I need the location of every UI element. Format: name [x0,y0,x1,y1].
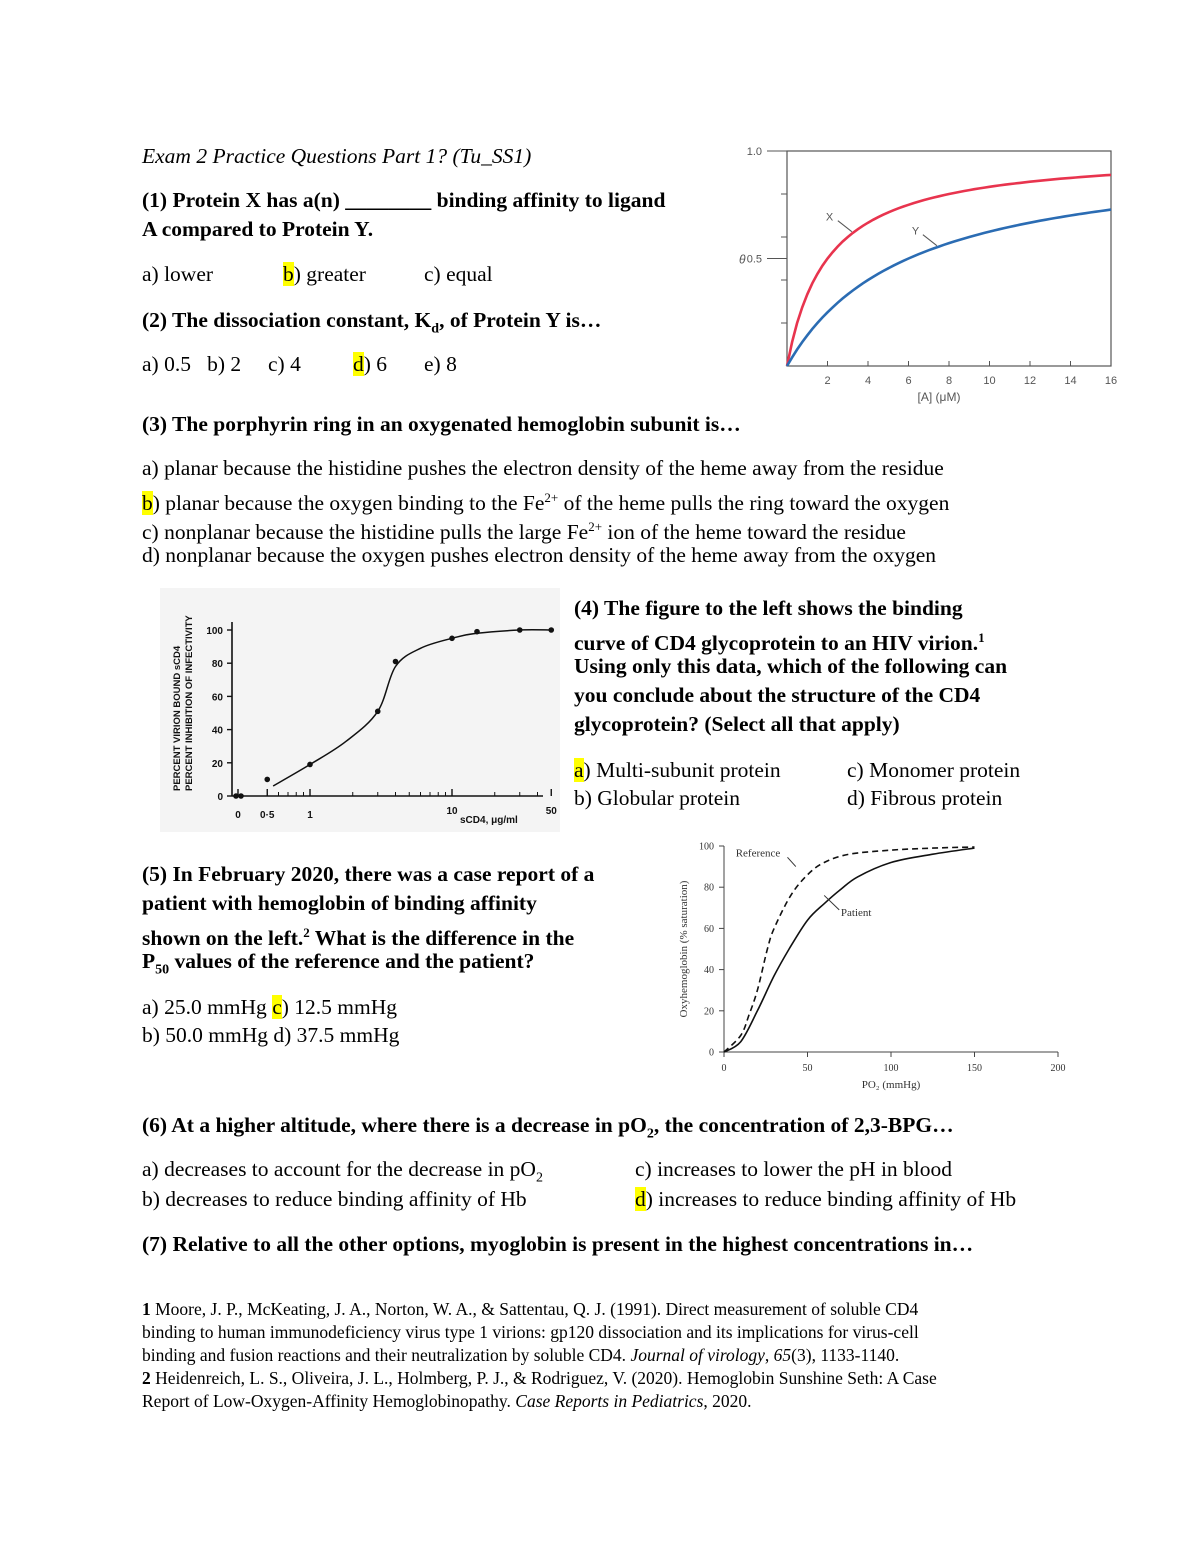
q4-stem-line1: (4) The figure to the left shows the binding [574,596,963,620]
page-title: Exam 2 Practice Questions Part 1? (Tu_SS1) [142,144,532,168]
q4-option-a: a) Multi-subunit protein [574,758,781,782]
x-tick-label: 0 [235,810,241,821]
x-tick-label: 8 [945,375,953,387]
q1-option-b: b) greater [283,262,366,286]
data-point [474,629,480,635]
q1-stem-line2: A compared to Protein Y. [142,217,374,241]
answer-highlight: b [142,491,153,516]
q1-option-c: c) equal [424,262,493,286]
q6-option-a: a) decreases to account for the decrease in $pO_2$ [142,1157,543,1186]
series-x-curve [787,175,1111,366]
q3-option-b: b) planar because the oxygen binding to the $Fe^{2+}$ of the heme pulls the ring toward the oxygen [142,490,950,516]
reference-label: Reference [735,847,781,860]
series-y-curve [787,210,1111,366]
y-tick-label: 40 [211,725,223,737]
y-tick-label: 20 [211,758,223,770]
data-point [517,627,523,633]
q4-stem-line5: glycoprotein? (Select all that apply) [574,712,900,736]
plot-frame [787,151,1111,366]
q4-stem-line2: curve of CD4 glycoprotein to an HIV virion.$^1$ [574,630,985,656]
q4-option-d: d) Fibrous protein [847,786,1003,810]
q2-option-e: e) 8 [424,352,457,376]
q2-options-abc: a) 0.5 b) 2 c) 4 [142,352,301,376]
y-tick-label: 0 [709,1047,714,1059]
x-tick-label: 200 [1050,1063,1066,1074]
protein-binding-chart [735,138,1135,410]
y-axis-label-2: PERCENT INHIBITION OF INFECTIVITY [184,615,195,791]
y-tick-label: 0 [217,792,223,803]
q1-option-a: a) lower [142,262,214,286]
data-point [238,793,244,799]
q5-stem-line4: $P_{50}$ values of the reference and the patient? [142,949,535,978]
q3-stem: (3) The porphyrin ring in an oxygenated hemoglobin subunit is… [142,412,741,436]
q5-stem-line3: shown on the left.$^2$ What is the difference in the [142,925,575,951]
q2-option-d: d) 6 [353,352,388,376]
y-tick-label: 80 [211,659,223,671]
q1-stem-line1: (1) Protein X has a(n) ________ binding affinity to ligand [142,188,666,212]
x-axis-label: PO₂ (mmHg) [861,1079,921,1091]
y-tick-label: 1.0 [746,146,762,158]
y-axis-label-1: PERCENT VIRION BOUND sCD4 [172,645,183,791]
x-tick-label: 4 [864,375,872,387]
q7-stem: (7) Relative to all the other options, myoglobin is present in the highest concentrations in… [142,1232,974,1256]
q3-option-d: d) nonplanar because the oxygen pushes electron density of the heme away from the oxygen [142,543,937,567]
series-x-leader [838,221,852,232]
data-point [307,762,313,768]
q2-stem: (2) The dissociation constant, $K_d$, of Protein Y is… [142,308,602,337]
q5-options-line2: b) 50.0 mmHg d) 37.5 mmHg [142,1023,400,1047]
footnote-2-line1: 2 Heidenreich, L. S., Oliveira, J. L., Holmberg, P. J., & Rodriguez, V. (2020). Hemoglobin Sunshine Seth: A Case [142,1368,937,1388]
y-axis-label: θ [739,252,746,267]
series-reference-curve [724,847,975,1052]
q5-stem-line1: (5) In February 2020, there was a case report of a [142,862,595,886]
q4-stem-line4: you conclude about the structure of the CD4 [574,683,981,707]
footnote-1-line2: binding to human immunodeficiency virus type 1 virions: gp120 dissociation and its implications for virus-cell [142,1322,919,1342]
cd4-binding-chart [160,588,560,832]
footnote-1-line3: binding and fusion reactions and their neutralization by soluble CD4. Journal of virology, 65(3), 1133-1140. [142,1345,900,1365]
q3-option-a: a) planar because the histidine pushes the electron density of the heme away from the residue [142,456,944,480]
q6-stem: (6) At a higher altitude, where there is a decrease in $pO_2$, the concentration of 2,3-BPG… [142,1113,954,1142]
y-tick-label: 100 [699,841,714,853]
series-patient-curve [724,848,975,1052]
series-y-label: Y [911,225,920,238]
x-tick-label: 0 [721,1063,727,1074]
y-tick-label: 40 [704,965,714,977]
y-tick-label: 80 [704,882,714,894]
x-tick-label: 10 [983,375,996,387]
q5-options-line1: a) 25.0 mmHg c) 12.5 mmHg [142,995,397,1019]
hemoglobin-saturation-chart [668,832,1078,1098]
answer-highlight: d [635,1187,646,1211]
x-tick-label: 6 [905,375,912,387]
x-tick-label: 14 [1064,375,1077,387]
data-point [264,777,270,783]
q4-stem-line3: Using only this data, which of the following can [574,654,1008,678]
data-point [449,636,455,642]
q6-option-d: d) increases to reduce binding affinity of Hb [635,1187,1017,1211]
answer-highlight: d [353,352,364,376]
patient-label: Patient [840,907,872,920]
x-axis-label: [A] (μM) [917,390,961,404]
x-tick-label: 12 [1023,375,1037,387]
y-axis-label: Oxyhemoglobin (% saturation) [678,880,690,1018]
x-tick-label: 50 [545,806,557,817]
q5-stem-line2: patient with hemoglobin of binding affinity [142,891,537,915]
answer-highlight: c [272,995,282,1019]
y-tick-label: 60 [211,692,223,704]
series-x-label: X [825,211,834,224]
q6-option-b: b) decreases to reduce binding affinity of Hb [142,1187,527,1211]
x-tick-label: 0·5 [260,810,275,821]
x-axis-label: sCD4, μg/ml [460,815,518,826]
q4-option-b: b) Globular protein [574,786,740,810]
answer-highlight: a [574,758,584,782]
data-point [375,709,381,715]
x-tick-label: 2 [824,375,831,387]
x-tick-label: 16 [1104,375,1118,387]
y-tick-label: 20 [704,1006,714,1018]
data-point [233,793,239,799]
x-tick-label: 150 [967,1063,982,1074]
x-tick-label: 1 [307,810,313,821]
footnote-2-line2: Report of Low-Oxygen-Affinity Hemoglobinopathy. Case Reports in Pediatrics, 2020. [142,1391,752,1411]
series-y-leader [923,235,937,246]
reference-leader [787,857,795,866]
q6-option-c: c) increases to lower the pH in blood [635,1157,953,1181]
footnote-1-line1: 1 Moore, J. P., McKeating, J. A., Norton, W. A., & Sattentau, Q. J. (1991). Direct measurement of soluble CD4 [142,1299,919,1319]
x-tick-label: 10 [446,806,458,817]
y-tick-label: 60 [704,923,714,935]
y-tick-label: 100 [206,626,223,637]
q4-option-c: c) Monomer protein [847,758,1021,782]
answer-highlight: b [283,262,294,286]
data-point [393,659,399,665]
q3-option-c: c) nonplanar because the histidine pulls the large $Fe^{2+}$ ion of the heme toward the residue [142,519,906,545]
x-tick-label: 50 [802,1063,813,1074]
data-point [548,627,554,633]
y-tick-label: 0.5 [746,253,762,266]
x-tick-label: 100 [883,1063,899,1074]
